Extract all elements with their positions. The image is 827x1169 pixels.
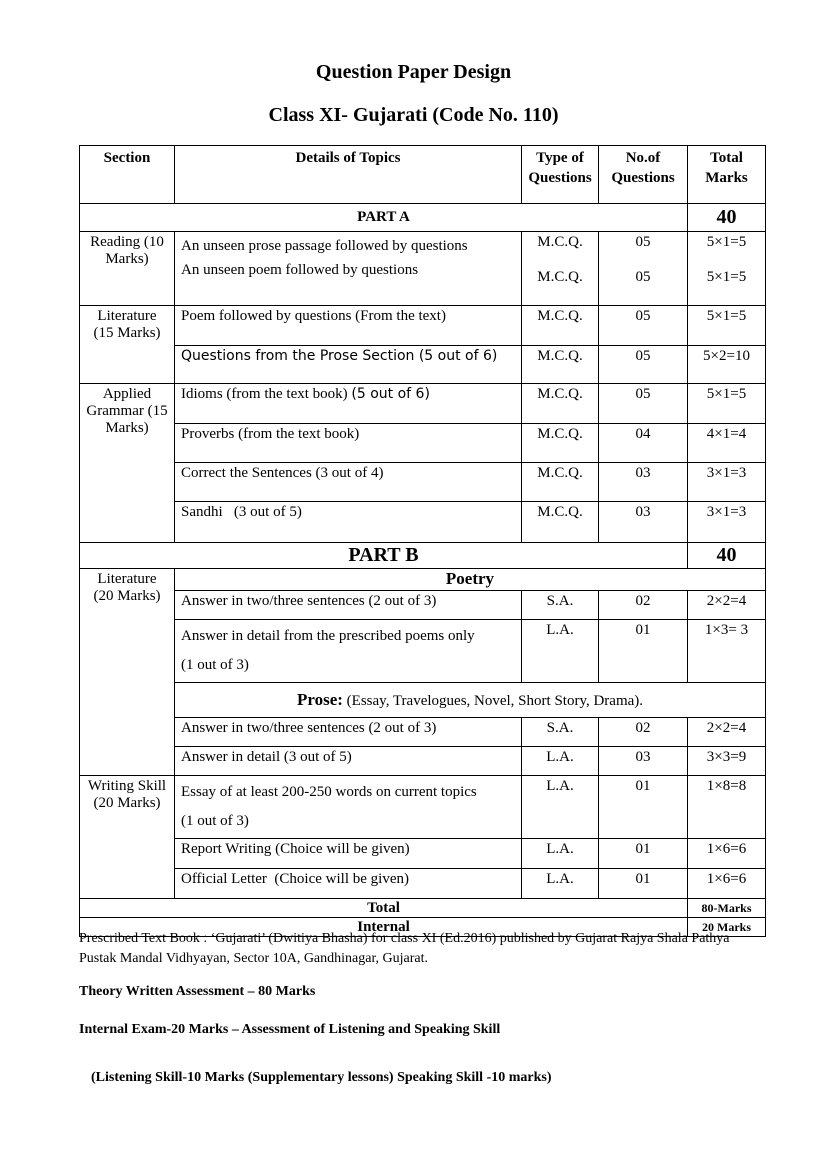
part-b-marks: 40 <box>688 543 766 569</box>
literature-a-n-1: 05 <box>599 306 688 346</box>
prose-m-1: 2×2=4 <box>688 718 766 747</box>
prose-n-1: 02 <box>599 718 688 747</box>
grammar-topic-1-extra: (5 out of 6) <box>351 386 430 402</box>
writing-row-3 <box>80 869 766 899</box>
page-subtitle: Class XI- Gujarati (Code No. 110) <box>268 104 559 126</box>
literature-a-section: Literature (15 Marks) <box>80 306 175 384</box>
poetry-type-2: L.A. <box>522 620 599 683</box>
page-title: Question Paper Design <box>315 61 512 83</box>
reading-section: Reading (10 Marks) <box>80 232 175 306</box>
writing-row-2 <box>80 839 766 869</box>
writing-topic-1: Essay of at least 200-250 words on current topics <box>181 784 477 800</box>
prose-topic-2: Answer in detail (3 out of 5) <box>175 747 522 776</box>
grammar-n-4: 03 <box>599 502 688 543</box>
reading-m-2: 5×1=5 <box>706 269 747 285</box>
writing-n-1: 01 <box>599 776 688 839</box>
poetry-row-1 <box>80 591 766 620</box>
grammar-row-1 <box>80 384 766 424</box>
poetry-topic-1: Answer in two/three sentences (2 out of 3) <box>175 591 522 620</box>
internal-marks: 20 Marks <box>688 918 766 937</box>
grammar-m-1: 5×1=5 <box>688 384 766 424</box>
grammar-m-4: 3×1=3 <box>688 502 766 543</box>
literature-a-type-2: M.C.Q. <box>522 346 599 384</box>
prose-row-2 <box>80 747 766 776</box>
part-b-label: PART B <box>80 543 688 569</box>
literature-a-row-1 <box>80 306 766 346</box>
writing-section: Writing Skill (20 Marks) <box>80 776 175 899</box>
header-no-questions: No.of Questions <box>599 146 688 204</box>
grammar-topic-4: Sandhi (3 out of 5) <box>175 502 522 543</box>
grammar-type-2: M.C.Q. <box>522 424 599 463</box>
grammar-n-3: 03 <box>599 463 688 502</box>
part-b-row <box>80 543 766 569</box>
writing-m-1: 1×8=8 <box>688 776 766 839</box>
reading-m-1: 5×1=5 <box>706 234 747 250</box>
grammar-type-3: M.C.Q. <box>522 463 599 502</box>
grammar-type-4: M.C.Q. <box>522 502 599 543</box>
grammar-topic-3: Correct the Sentences (3 out of 4) <box>175 463 522 502</box>
header-type: Type of Questions <box>522 146 599 204</box>
writing-n-3: 01 <box>599 869 688 899</box>
poetry-head-row <box>80 569 766 591</box>
grammar-topic-1: Idioms (from the text book) <box>181 386 348 402</box>
grammar-row-3 <box>80 463 766 502</box>
part-a-marks: 40 <box>688 204 766 232</box>
prose-heading-detail: (Essay, Travelogues, Novel, Short Story, Drama). <box>342 693 644 709</box>
poetry-type-1: S.A. <box>522 591 599 620</box>
theory-assessment: Theory Written Assessment – 80 Marks <box>79 984 316 999</box>
prose-type-1: S.A. <box>522 718 599 747</box>
grammar-m-2: 4×1=4 <box>688 424 766 463</box>
prose-row-1 <box>80 718 766 747</box>
writing-type-2: L.A. <box>522 839 599 869</box>
poetry-heading: Poetry <box>175 569 766 591</box>
grammar-n-1: 05 <box>599 384 688 424</box>
literature-a-n-2: 05 <box>599 346 688 384</box>
question-paper-table <box>79 145 766 937</box>
poetry-row-2 <box>80 620 766 683</box>
listening-speaking: (Listening Skill-10 Marks (Supplementary lessons) Speaking Skill -10 marks) <box>91 1070 552 1085</box>
literature-a-m-2: 5×2=10 <box>688 346 766 384</box>
poetry-topic-2: Answer in detail from the prescribed poems only <box>181 628 475 644</box>
prose-head-row <box>80 683 766 718</box>
writing-m-2: 1×6=6 <box>688 839 766 869</box>
prose-m-2: 3×3=9 <box>688 747 766 776</box>
poetry-m-2: 1×3= 3 <box>688 620 766 683</box>
poetry-m-1: 2×2=4 <box>688 591 766 620</box>
total-row <box>80 899 766 918</box>
literature-a-topic-1: Poem followed by questions (From the text) <box>175 306 522 346</box>
prose-n-2: 03 <box>599 747 688 776</box>
grammar-topic-2: Proverbs (from the text book) <box>175 424 522 463</box>
grammar-row-4 <box>80 502 766 543</box>
reading-topic-prose: An unseen prose passage followed by questions <box>181 238 468 254</box>
header-total-marks: Total Marks <box>688 146 766 204</box>
poetry-n-2: 01 <box>599 620 688 683</box>
literature-a-type-1: M.C.Q. <box>522 306 599 346</box>
reading-type-2: M.C.Q. <box>537 269 583 285</box>
reading-n-2: 05 <box>635 269 651 285</box>
internal-exam: Internal Exam-20 Marks – Assessment of Listening and Speaking Skill <box>79 1022 501 1037</box>
header-details: Details of Topics <box>175 146 522 204</box>
prose-type-2: L.A. <box>522 747 599 776</box>
total-marks: 80-Marks <box>688 899 766 918</box>
part-a-row <box>80 204 766 232</box>
header-section: Section <box>80 146 175 204</box>
internal-label: Internal <box>80 918 688 937</box>
prose-heading: Prose: <box>296 690 343 709</box>
literature-a-row-2 <box>80 346 766 384</box>
part-a-label: PART A <box>80 204 688 232</box>
grammar-row-2 <box>80 424 766 463</box>
writing-topic-1-cont: (1 out of 3) <box>181 813 249 829</box>
prose-topic-1: Answer in two/three sentences (2 out of 3) <box>175 718 522 747</box>
writing-m-3: 1×6=6 <box>688 869 766 899</box>
reading-row <box>80 232 766 306</box>
reading-n-1: 05 <box>635 234 651 250</box>
grammar-m-3: 3×1=3 <box>688 463 766 502</box>
grammar-type-1: M.C.Q. <box>522 384 599 424</box>
header-row <box>80 146 766 204</box>
grammar-section: Applied Grammar (15 Marks) <box>80 384 175 543</box>
reading-type-1: M.C.Q. <box>537 234 583 250</box>
grammar-n-2: 04 <box>599 424 688 463</box>
writing-n-2: 01 <box>599 839 688 869</box>
writing-topic-2: Report Writing (Choice will be given) <box>175 839 522 869</box>
writing-topic-3: Official Letter (Choice will be given) <box>175 869 522 899</box>
textbook-note: Prescribed Text Book : ‘Gujarati’ (Dwitiya Bhasha) for class XI (Ed.2016) published by Gujarat Rajya Shala Pathya Pustak Mandal Vidhyayan, Sector 10A, Gandhinagar, Gujarat. <box>79 931 730 966</box>
literature-b-section: Literature (20 Marks) <box>80 569 175 776</box>
writing-row-1 <box>80 776 766 839</box>
writing-type-3: L.A. <box>522 869 599 899</box>
reading-topic-poem: An unseen poem followed by questions <box>181 262 419 278</box>
poetry-n-1: 02 <box>599 591 688 620</box>
literature-a-m-1: 5×1=5 <box>688 306 766 346</box>
literature-a-topic-2: Questions from the Prose Section (5 out of 6) <box>175 346 522 384</box>
writing-type-1: L.A. <box>522 776 599 839</box>
poetry-topic-2-cont: (1 out of 3) <box>181 657 249 673</box>
total-label: Total <box>80 899 688 918</box>
